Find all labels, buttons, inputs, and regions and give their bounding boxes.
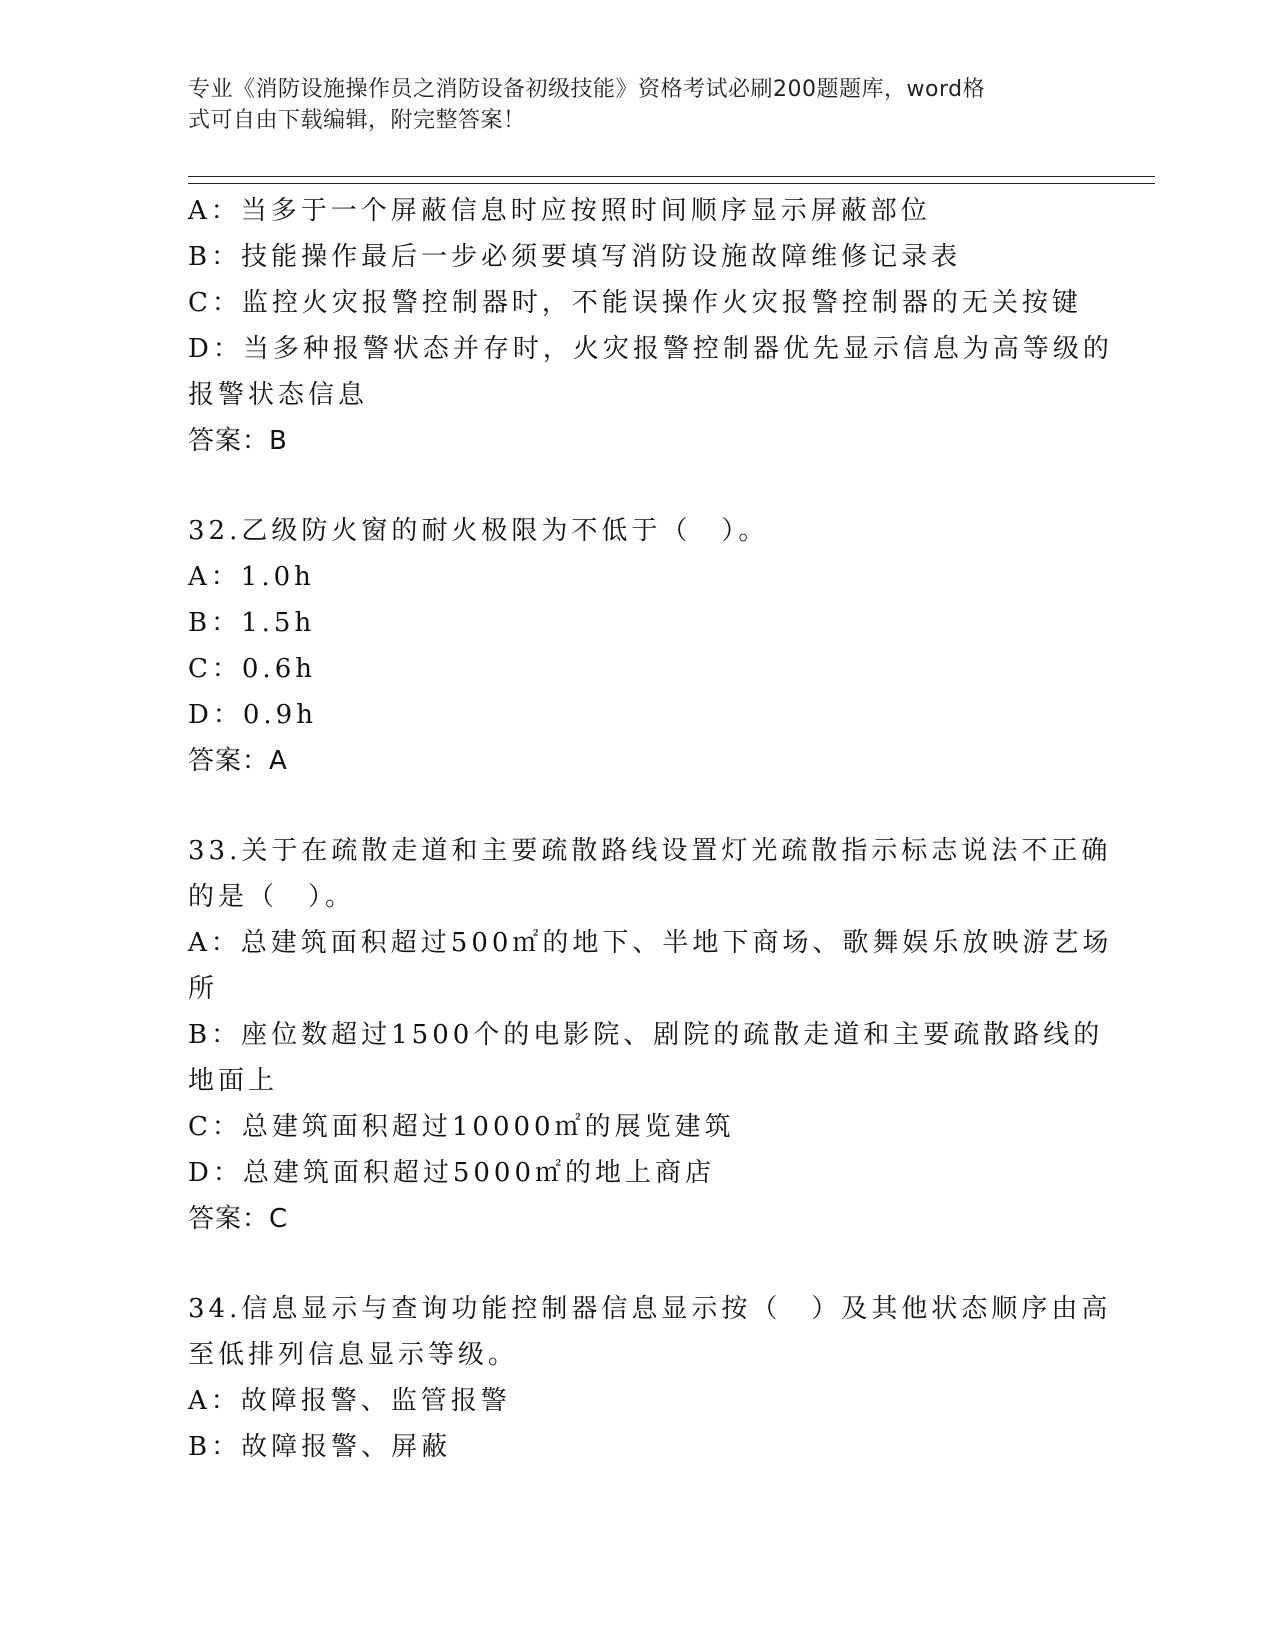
question-34 — [188, 1286, 1112, 1470]
option-d: D：当多种报警状态并存时，火灾报警控制器优先显示信息为高等级的 — [188, 334, 1113, 364]
option-a: A：当多于一个屏蔽信息时应按照时间顺序显示屏蔽部位 — [188, 196, 931, 226]
option-a: A：1.0h — [188, 562, 315, 592]
option-b: B：技能操作最后一步必须要填写消防设施故障维修记录表 — [188, 242, 962, 272]
option-b: B：座位数超过1500个的电影院、剧院的疏散走道和主要疏散路线的 — [188, 1020, 1104, 1050]
question-text: 33.关于在疏散走道和主要疏散路线设置灯光疏散指示标志说法不正确 — [188, 836, 1112, 866]
option-a-continued: 所 — [188, 974, 219, 1004]
question-32 — [188, 508, 1088, 784]
option-c: C：总建筑面积超过10000㎡的展览建筑 — [188, 1112, 735, 1142]
answer: 答案：B — [188, 426, 288, 456]
option-d-continued: 报警状态信息 — [188, 380, 369, 410]
option-b: B：1.5h — [188, 608, 316, 638]
option-d: D：0.9h — [188, 700, 317, 730]
question-text-continued: 的是（ ）。 — [188, 882, 356, 912]
option-a: A：总建筑面积超过500㎡的地下、半地下商场、歌舞娱乐放映游艺场 — [188, 928, 1113, 958]
option-c: C：监控火灾报警控制器时，不能误操作火灾报警控制器的无关按键 — [188, 288, 1082, 318]
question-31 — [188, 188, 1113, 464]
document-header — [188, 74, 1068, 136]
option-d: D：总建筑面积超过5000㎡的地上商店 — [188, 1158, 716, 1188]
header-line-1: 专业《消防设施操作员之消防设备初级技能》资格考试必刷200题题库，word格 — [188, 77, 986, 102]
option-a: A：故障报警、监管报警 — [188, 1386, 511, 1416]
question-text: 32.乙级防火窗的耐火极限为不低于（ ）。 — [188, 516, 769, 546]
option-b: B：故障报警、屏蔽 — [188, 1432, 452, 1462]
header-line-2: 式可自由下载编辑，附完整答案！ — [188, 108, 526, 133]
answer: 答案：C — [188, 1204, 289, 1234]
header-rule-bottom — [188, 183, 1155, 184]
question-text-continued: 至低排列信息显示等级。 — [188, 1340, 519, 1370]
answer: 答案：A — [188, 746, 288, 776]
option-b-continued: 地面上 — [188, 1066, 279, 1096]
header-rule-top — [188, 176, 1155, 177]
question-33 — [188, 828, 1113, 1242]
question-list — [188, 188, 1113, 1470]
option-c: C：0.6h — [188, 654, 316, 684]
question-text: 34.信息显示与查询功能控制器信息显示按（ ）及其他状态顺序由高 — [188, 1294, 1112, 1324]
